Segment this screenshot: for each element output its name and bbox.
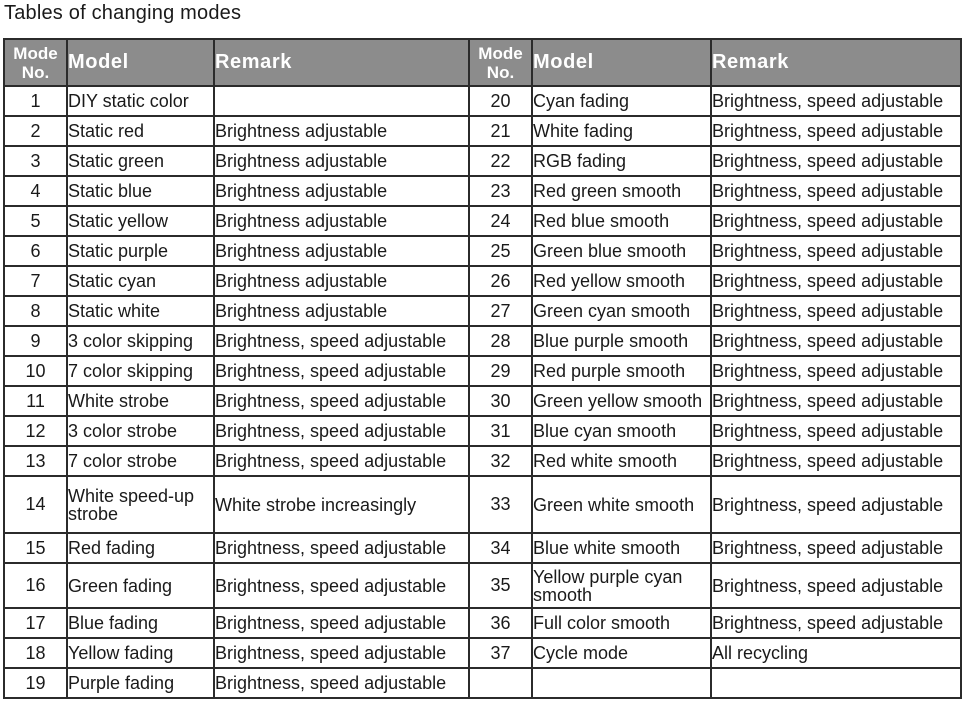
table-row [4, 206, 961, 236]
model-cell: Blue purple smooth [532, 326, 711, 356]
remark-cell: Brightness adjustable [214, 236, 469, 266]
mode-number-cell: 10 [4, 356, 67, 386]
mode-number-cell: 1 [4, 86, 67, 116]
remark-cell: Brightness, speed adjustable [214, 356, 469, 386]
remark-cell: Brightness, speed adjustable [711, 236, 961, 266]
table-row [4, 446, 961, 476]
remark-cell: Brightness, speed adjustable [711, 146, 961, 176]
model-cell: Red blue smooth [532, 206, 711, 236]
mode-number-cell: 14 [4, 476, 67, 533]
remark-cell: Brightness, speed adjustable [214, 386, 469, 416]
remark-cell: Brightness, speed adjustable [711, 296, 961, 326]
remark-cell: Brightness, speed adjustable [711, 476, 961, 533]
model-cell: Green blue smooth [532, 236, 711, 266]
model-cell: 7 color strobe [67, 446, 214, 476]
model-cell: Static red [67, 116, 214, 146]
header-model: Model [67, 39, 214, 86]
modes-table [3, 38, 962, 699]
remark-cell: Brightness, speed adjustable [214, 608, 469, 638]
table-row [4, 176, 961, 206]
table-row [4, 116, 961, 146]
remark-cell: Brightness, speed adjustable [214, 638, 469, 668]
remark-cell: Brightness, speed adjustable [214, 326, 469, 356]
mode-number-cell: 9 [4, 326, 67, 356]
model-cell: Red purple smooth [532, 356, 711, 386]
model-cell: Purple fading [67, 668, 214, 698]
mode-number-cell: 31 [469, 416, 532, 446]
mode-number-cell: 18 [4, 638, 67, 668]
mode-number-cell: 26 [469, 266, 532, 296]
table-row [4, 668, 961, 698]
model-cell: Green cyan smooth [532, 296, 711, 326]
remark-cell: Brightness, speed adjustable [711, 266, 961, 296]
header-remark: Remark [214, 39, 469, 86]
mode-number-cell: 27 [469, 296, 532, 326]
model-cell: Cyan fading [532, 86, 711, 116]
mode-number-cell: 22 [469, 146, 532, 176]
mode-number-cell: 29 [469, 356, 532, 386]
model-cell: Static green [67, 146, 214, 176]
mode-number-cell: 16 [4, 563, 67, 608]
mode-number-cell: 11 [4, 386, 67, 416]
remark-cell: Brightness, speed adjustable [214, 563, 469, 608]
table-row [4, 86, 961, 116]
remark-cell: Brightness, speed adjustable [711, 326, 961, 356]
model-cell: 3 color skipping [67, 326, 214, 356]
modes-table-header [4, 39, 961, 86]
model-cell: 3 color strobe [67, 416, 214, 446]
table-row [4, 356, 961, 386]
model-cell: Red yellow smooth [532, 266, 711, 296]
table-row [4, 608, 961, 638]
remark-cell [214, 86, 469, 116]
remark-cell: Brightness, speed adjustable [214, 416, 469, 446]
remark-cell: Brightness, speed adjustable [214, 533, 469, 563]
mode-number-cell: 24 [469, 206, 532, 236]
model-cell: Static cyan [67, 266, 214, 296]
remark-cell: Brightness, speed adjustable [711, 563, 961, 608]
mode-number-cell [469, 668, 532, 698]
model-cell: Static blue [67, 176, 214, 206]
table-row [4, 326, 961, 356]
modes-table-body [4, 86, 961, 698]
header-model: Model [532, 39, 711, 86]
model-cell: DIY static color [67, 86, 214, 116]
mode-number-cell: 5 [4, 206, 67, 236]
remark-cell: White strobe increasingly [214, 476, 469, 533]
remark-cell: Brightness, speed adjustable [711, 86, 961, 116]
model-cell: Red fading [67, 533, 214, 563]
mode-number-cell: 8 [4, 296, 67, 326]
model-cell: Green fading [67, 563, 214, 608]
mode-number-cell: 32 [469, 446, 532, 476]
mode-number-cell: 23 [469, 176, 532, 206]
remark-cell: Brightness adjustable [214, 176, 469, 206]
model-cell: White fading [532, 116, 711, 146]
mode-number-cell: 6 [4, 236, 67, 266]
model-cell: Cycle mode [532, 638, 711, 668]
mode-number-cell: 37 [469, 638, 532, 668]
table-row [4, 638, 961, 668]
model-cell: White speed-up strobe [67, 476, 214, 533]
table-row [4, 146, 961, 176]
mode-number-cell: 28 [469, 326, 532, 356]
remark-cell: Brightness, speed adjustable [711, 116, 961, 146]
mode-number-cell: 2 [4, 116, 67, 146]
table-row [4, 386, 961, 416]
remark-cell: Brightness, speed adjustable [711, 386, 961, 416]
remark-cell [711, 668, 961, 698]
model-cell: Blue white smooth [532, 533, 711, 563]
model-cell: Red white smooth [532, 446, 711, 476]
model-cell: Red green smooth [532, 176, 711, 206]
model-cell: White strobe [67, 386, 214, 416]
table-row [4, 296, 961, 326]
model-cell: Static yellow [67, 206, 214, 236]
mode-number-cell: 12 [4, 416, 67, 446]
mode-number-cell: 7 [4, 266, 67, 296]
remark-cell: Brightness, speed adjustable [711, 176, 961, 206]
model-cell: 7 color skipping [67, 356, 214, 386]
remark-cell: Brightness, speed adjustable [214, 446, 469, 476]
mode-number-cell: 21 [469, 116, 532, 146]
mode-number-cell: 20 [469, 86, 532, 116]
remark-cell: Brightness, speed adjustable [711, 356, 961, 386]
mode-number-cell: 36 [469, 608, 532, 638]
remark-cell: Brightness, speed adjustable [214, 668, 469, 698]
remark-cell: Brightness, speed adjustable [711, 533, 961, 563]
header-remark: Remark [711, 39, 961, 86]
table-row [4, 416, 961, 446]
mode-number-cell: 19 [4, 668, 67, 698]
header-mode-no: Mode No. [4, 39, 67, 86]
model-cell: Blue fading [67, 608, 214, 638]
remark-cell: Brightness adjustable [214, 146, 469, 176]
remark-cell: Brightness adjustable [214, 206, 469, 236]
remark-cell: Brightness adjustable [214, 296, 469, 326]
mode-number-cell: 15 [4, 533, 67, 563]
mode-number-cell: 17 [4, 608, 67, 638]
remark-cell: Brightness, speed adjustable [711, 446, 961, 476]
table-row [4, 563, 961, 608]
mode-number-cell: 25 [469, 236, 532, 266]
model-cell: Static white [67, 296, 214, 326]
remark-cell: Brightness, speed adjustable [711, 206, 961, 236]
model-cell: Full color smooth [532, 608, 711, 638]
remark-cell: Brightness, speed adjustable [711, 416, 961, 446]
remark-cell: Brightness adjustable [214, 116, 469, 146]
model-cell: Green white smooth [532, 476, 711, 533]
mode-number-cell: 33 [469, 476, 532, 533]
table-row [4, 476, 961, 533]
mode-number-cell: 30 [469, 386, 532, 416]
model-cell: Green yellow smooth [532, 386, 711, 416]
model-cell [532, 668, 711, 698]
remark-cell: Brightness, speed adjustable [711, 608, 961, 638]
table-row [4, 533, 961, 563]
header-mode-no: Mode No. [469, 39, 532, 86]
table-row [4, 266, 961, 296]
table-row [4, 236, 961, 266]
model-cell: Yellow purple cyan smooth [532, 563, 711, 608]
mode-number-cell: 13 [4, 446, 67, 476]
mode-number-cell: 34 [469, 533, 532, 563]
model-cell: RGB fading [532, 146, 711, 176]
model-cell: Blue cyan smooth [532, 416, 711, 446]
remark-cell: All recycling [711, 638, 961, 668]
model-cell: Static purple [67, 236, 214, 266]
mode-number-cell: 35 [469, 563, 532, 608]
page-title: Tables of changing modes [4, 2, 242, 24]
model-cell: Yellow fading [67, 638, 214, 668]
mode-number-cell: 3 [4, 146, 67, 176]
mode-number-cell: 4 [4, 176, 67, 206]
remark-cell: Brightness adjustable [214, 266, 469, 296]
